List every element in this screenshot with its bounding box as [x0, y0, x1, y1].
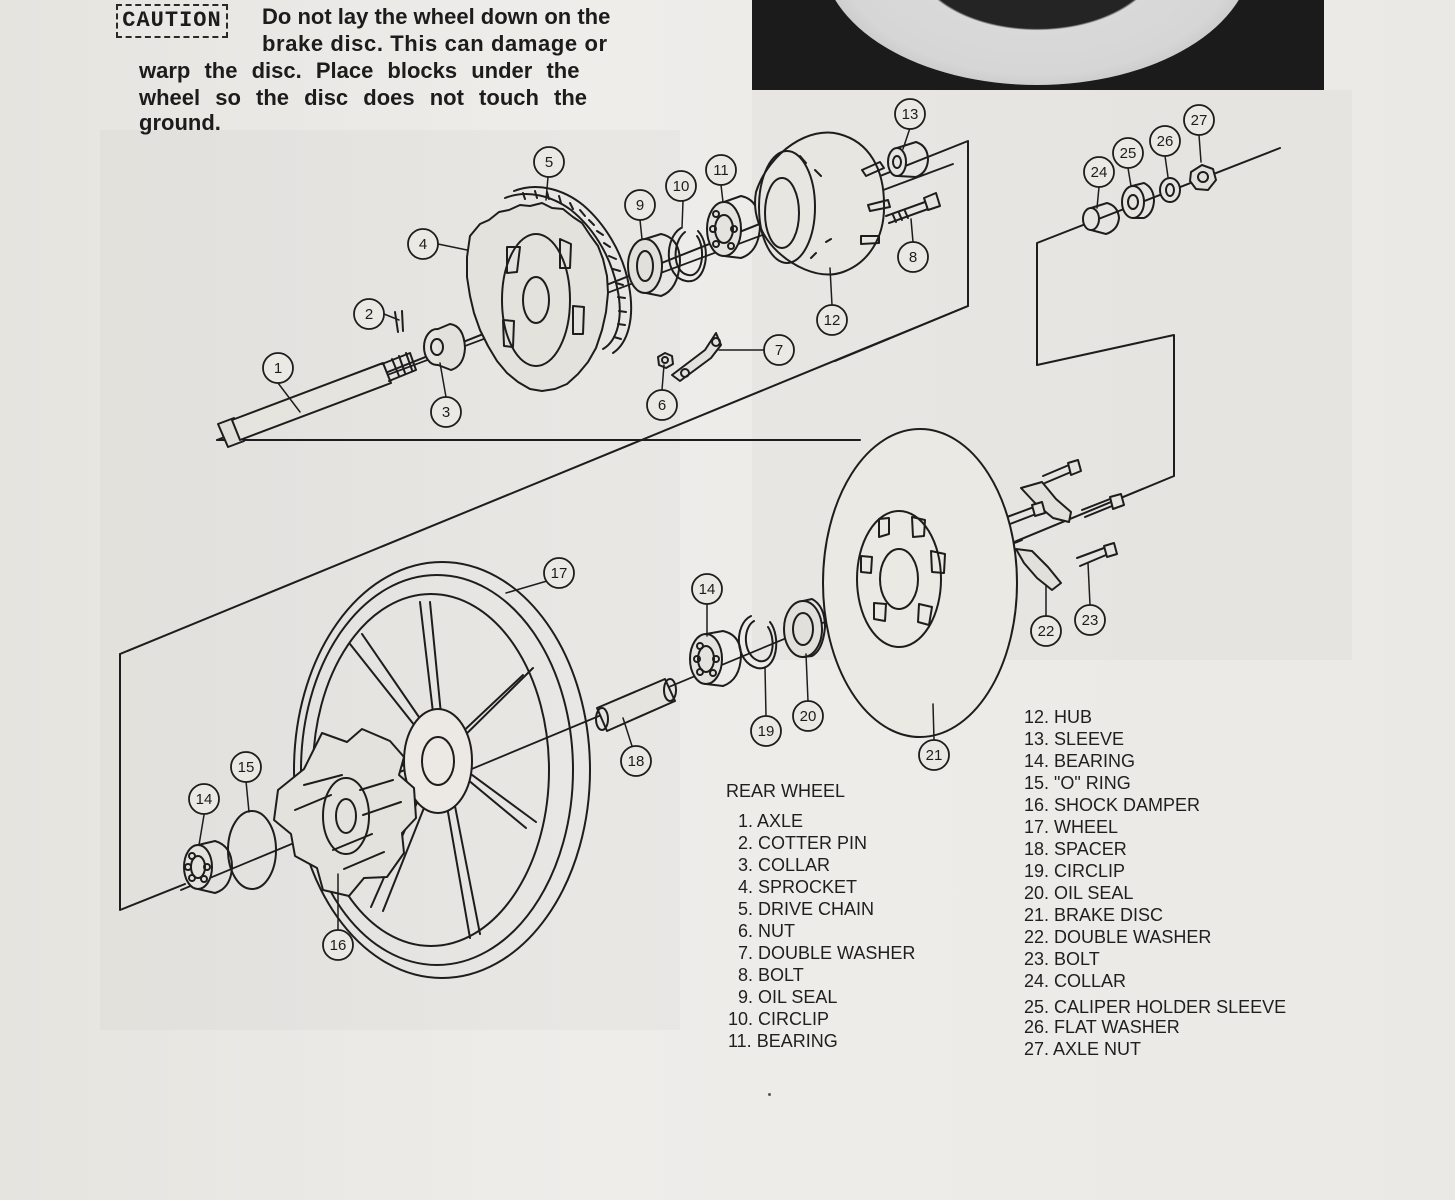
callout-6 [647, 390, 677, 420]
legend-item-13: 13. SLEEVE [1024, 729, 1125, 749]
legend-item-23: 23. BOLT [1024, 949, 1100, 969]
double-washer-part-upper [672, 333, 721, 381]
legend-item-12: 12. HUB [1024, 707, 1093, 727]
legend-item-5: 5. DRIVE CHAIN [738, 899, 875, 919]
circlip-part-upper [669, 228, 706, 281]
callout-8 [898, 242, 928, 272]
legend-item-10: 10. CIRCLIP [728, 1009, 830, 1029]
legend-item-2: 2. COTTER PIN [738, 833, 868, 853]
callout-13-label: 13 [901, 106, 919, 123]
callout-14-lower [189, 784, 219, 814]
callout-11-label: 11 [713, 162, 729, 179]
callout-19-label: 19 [757, 723, 775, 740]
callout-20-label: 20 [799, 708, 817, 725]
callout-17-label: 17 [550, 565, 568, 582]
callout-4 [408, 229, 438, 259]
caution-text-line-4: wheel so the disc does not touch the [139, 85, 588, 110]
legend-item-15: 15. "O" RING [1024, 773, 1131, 793]
callout-10-label: 10 [672, 178, 690, 195]
nut-part [658, 353, 673, 368]
legend-item-16: 16. SHOCK DAMPER [1024, 795, 1201, 815]
legend-item-9: 9. OIL SEAL [738, 987, 838, 1007]
legend-item-20: 20. OIL SEAL [1024, 883, 1134, 903]
sprocket-part [467, 203, 608, 391]
flat-washer-part [1160, 178, 1180, 202]
callout-17 [544, 558, 574, 588]
callout-25 [1113, 138, 1143, 168]
caution-text-line-1: Do not lay the wheel down on the [262, 4, 611, 29]
callout-12-label: 12 [823, 312, 841, 329]
callout-16-label: 16 [329, 937, 347, 954]
print-speck [768, 1093, 771, 1096]
callout-1 [263, 353, 293, 383]
legend-item-26: 26. FLAT WASHER [1024, 1017, 1180, 1037]
callout-15-label: 15 [237, 759, 255, 776]
bearing-part-lower [690, 631, 741, 686]
callout-25-label: 25 [1119, 145, 1137, 162]
axle-part [218, 353, 416, 447]
bolt-part-upper [886, 193, 940, 223]
callout-11 [706, 155, 736, 185]
callout-9-label: 9 [635, 197, 645, 214]
callout-16 [323, 930, 353, 960]
callout-19 [751, 716, 781, 746]
legend-item-18: 18. SPACER [1024, 839, 1127, 859]
legend-item-1: 1. AXLE [738, 811, 804, 831]
legend-item-6: 6. NUT [738, 921, 796, 941]
callout-21-label: 21 [925, 747, 943, 764]
caution-text-line-5: ground. [139, 110, 221, 135]
brake-disc-part [823, 429, 1017, 737]
legend-item-17: 17. WHEEL [1024, 817, 1119, 837]
callout-27-label: 27 [1190, 112, 1208, 129]
legend-item-21: 21. BRAKE DISC [1024, 905, 1164, 925]
legend-item-3: 3. COLLAR [738, 855, 831, 875]
double-washer-part-lower [1016, 482, 1071, 590]
legend-title: REAR WHEEL [726, 781, 846, 801]
spacer-part [596, 679, 676, 731]
oil-seal-part-lower [784, 599, 825, 657]
callout-18 [621, 746, 651, 776]
callout-21 [919, 740, 949, 770]
callout-3-label: 3 [441, 404, 451, 421]
axle-nut-part [1190, 165, 1216, 190]
legend-item-11: 11. BEARING [728, 1031, 838, 1051]
hub-part [755, 132, 890, 274]
callout-20 [793, 701, 823, 731]
callout-14-upper-label: 14 [698, 581, 716, 598]
callout-4-label: 4 [418, 236, 428, 253]
callout-14-lower-label: 14 [195, 791, 213, 808]
callout-3 [431, 397, 461, 427]
o-ring-part [228, 811, 276, 889]
callout-27 [1184, 105, 1214, 135]
legend-item-22: 22. DOUBLE WASHER [1024, 927, 1212, 947]
callout-8-label: 8 [908, 249, 918, 266]
circlip-part-lower [739, 616, 776, 668]
callout-2-label: 2 [364, 306, 374, 323]
callout-7 [764, 335, 794, 365]
callout-10 [666, 171, 696, 201]
callout-15 [231, 752, 261, 782]
callout-1-label: 1 [273, 360, 283, 377]
callout-23-label: 23 [1081, 612, 1099, 629]
callout-12 [817, 305, 847, 335]
callout-24 [1084, 157, 1114, 187]
legend-item-14: 14. BEARING [1024, 751, 1136, 771]
caution-label: CAUTION [116, 4, 228, 38]
legend-item-4: 4. SPROCKET [738, 877, 858, 897]
callout-22-label: 22 [1037, 623, 1055, 640]
callout-26 [1150, 126, 1180, 156]
callout-5-label: 5 [544, 154, 554, 171]
callout-2 [354, 299, 384, 329]
legend-item-27: 27. AXLE NUT [1024, 1039, 1142, 1059]
callout-22 [1031, 616, 1061, 646]
caliper-holder-sleeve-part [1122, 183, 1154, 218]
legend-item-19: 19. CIRCLIP [1024, 861, 1126, 881]
caution-text-line-3: warp the disc. Place blocks under the [139, 58, 580, 83]
callout-5 [534, 147, 564, 177]
callout-6-label: 6 [657, 397, 667, 414]
callout-13 [895, 99, 925, 129]
callout-24-label: 24 [1090, 164, 1108, 181]
callout-23 [1075, 605, 1105, 635]
callout-26-label: 26 [1156, 133, 1174, 150]
legend-item-24: 24. COLLAR [1024, 971, 1127, 991]
oil-seal-part-upper [628, 234, 680, 296]
legend-item-8: 8. BOLT [738, 965, 804, 985]
callout-14-upper [692, 574, 722, 604]
callout-18-label: 18 [627, 753, 645, 770]
callout-9 [625, 190, 655, 220]
callout-7-label: 7 [774, 342, 784, 359]
legend-item-25: 25. CALIPER HOLDER SLEEVE [1024, 997, 1287, 1017]
caution-text-line-2: brake disc. This can damage or [262, 31, 608, 56]
cotter-pin-part [395, 311, 403, 332]
legend-item-7: 7. DOUBLE WASHER [738, 943, 916, 963]
collar-part [424, 324, 465, 370]
bearing-part-left [184, 841, 232, 893]
